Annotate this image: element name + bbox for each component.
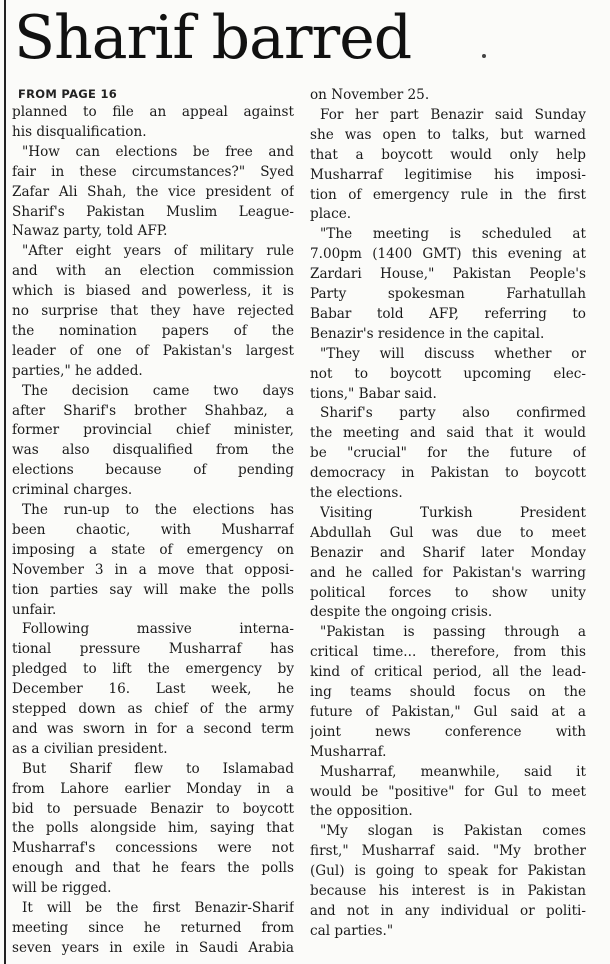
article-line: because his interest is in Pakistan <box>310 883 586 899</box>
article-line: stepped down as chief of the army <box>12 701 294 717</box>
article-line: Sharif's Pakistan Muslim League- <box>12 203 294 220</box>
article-line: The run-up to the elections has <box>22 502 294 518</box>
article-line: parties," he added. <box>12 362 143 379</box>
article-line: no surprise that they have rejected <box>12 303 294 319</box>
article-line: and with an election commission <box>12 263 294 280</box>
article-line: "My slogan is Pakistan comes <box>320 823 586 840</box>
article-line: tion parties say will make the polls <box>12 581 294 598</box>
article-line: which is biased and powerless, it is <box>12 283 294 300</box>
article-line: Visiting Turkish President <box>320 504 586 521</box>
article-line: tion of emergency rule in the first <box>310 186 586 203</box>
article-line: future of Pakistan," Gul said at a <box>310 703 586 720</box>
article-line: would be "positive" for Gul to meet <box>310 783 586 800</box>
article-line: Musharraf, meanwhile, said it <box>320 763 586 780</box>
article-line: leader of one of Pakistan's largest <box>12 342 294 359</box>
article-line: Zafar Ali Shah, the vice president of <box>12 183 294 200</box>
article-line: Abdullah Gul was due to meet <box>310 524 586 541</box>
article-line: the meeting and said that it would <box>310 425 586 442</box>
article-line: Musharraf's concessions were not <box>12 840 294 857</box>
article-line: Nawaz party, told AFP. <box>12 223 168 240</box>
article-line: was also disqualified from the <box>12 442 294 459</box>
article-line: "The meeting is scheduled at <box>320 226 586 243</box>
article-line: the opposition. <box>310 803 413 820</box>
article-line: fair in these circumstances?" Syed <box>12 163 294 180</box>
article-line: place. <box>310 206 352 223</box>
article-line: his disqualification. <box>12 123 147 140</box>
article-line: and was sworn in for a second term <box>12 720 294 737</box>
article-line: criminal charges. <box>12 482 133 499</box>
article-line: tions," Babar said. <box>310 385 437 402</box>
article-line: the nomination papers of the <box>12 322 294 339</box>
article-line: kind of critical period, all the lead- <box>310 664 586 681</box>
article-line: that a boycott would only help <box>310 146 586 163</box>
article-line: Benazir and Sharif later Monday <box>310 544 586 561</box>
article-line: elections because of pending <box>12 462 294 479</box>
article-line: ing teams should focus on the <box>310 684 586 700</box>
article-line: will be rigged. <box>12 880 112 897</box>
article-line: tional pressure Musharraf has <box>12 641 294 658</box>
decorative-dot <box>482 54 486 58</box>
article-line: planned to file an appeal against <box>12 104 294 120</box>
article-line: as a civilian president. <box>12 740 168 757</box>
article-line: unfair. <box>12 601 57 618</box>
article-line: been chaotic, with Musharraf <box>12 521 294 538</box>
article-line: Musharraf. <box>310 743 387 760</box>
article-line: seven years in exile in Saudi Arabia <box>12 939 294 956</box>
article-line: "After eight years of military rule <box>22 243 294 260</box>
article-line: Sharif's party also confirmed <box>320 405 586 422</box>
article-line: from Lahore earlier Monday in a <box>12 780 294 797</box>
article-line: pledged to lift the emergency by <box>12 661 294 678</box>
article-line: imposing a state of emergency on <box>12 541 294 558</box>
article-line: Benazir's residence in the capital. <box>310 325 545 342</box>
article-line: cal parties." <box>310 922 394 939</box>
article-line: Babar told AFP, referring to <box>310 305 586 322</box>
article-line: 7.00pm (1400 GMT) this evening at <box>310 246 586 263</box>
article-line: democracy in Pakistan to boycott <box>310 465 586 482</box>
article-line: after Sharif's brother Shahbaz, a <box>12 402 294 419</box>
article-line: Musharraf legitimise his imposi- <box>310 166 586 183</box>
article-line: But Sharif flew to Islamabad <box>22 760 294 777</box>
article-line: November 3 in a move that opposi- <box>12 561 294 578</box>
article-line: December 16. Last week, he <box>12 681 294 698</box>
article-line: former provincial chief minister, <box>12 422 294 439</box>
kicker-from-page: FROM PAGE 16 <box>18 87 118 101</box>
article-line: "Pakistan is passing through a <box>320 624 586 641</box>
article-line: bid to persuade Benazir to boycott <box>12 800 294 817</box>
article-line: It will be the first Benazir-Sharif <box>22 900 294 916</box>
article-line: and not in any individual or politi- <box>310 902 586 919</box>
headline: Sharif barred <box>14 3 412 73</box>
article-line: meeting since he returned from <box>12 919 294 936</box>
column-rule-left <box>4 0 6 964</box>
article-line: on November 25. <box>310 87 430 103</box>
article-line: despite the ongoing crisis. <box>310 604 493 621</box>
article-line: "They will discuss whether or <box>320 345 586 362</box>
article-line: "How can elections be free and <box>22 143 294 160</box>
article-line: For her part Benazir said Sunday <box>320 106 586 123</box>
article-line: she was open to talks, but warned <box>310 126 586 143</box>
article-line: the polls alongside him, saying that <box>12 820 294 837</box>
article-line: critical time... therefore, from this <box>310 644 586 661</box>
article-line: The decision came two days <box>22 382 294 399</box>
article-line: political forces to show unity <box>310 584 586 601</box>
article-line: the elections. <box>310 485 403 501</box>
article-line: be "crucial" for the future of <box>310 445 586 462</box>
article-line: joint news conference with <box>310 723 586 740</box>
article-line: enough and that he fears the polls <box>12 860 294 877</box>
article-line: (Gul) is going to speak for Pakistan <box>310 863 586 880</box>
article-line: not to boycott upcoming elec- <box>310 365 586 382</box>
article-line: and he called for Pakistan's warring <box>310 564 586 581</box>
article-line: first," Musharraf said. "My brother <box>310 843 586 860</box>
article-line: Following massive interna- <box>22 621 294 638</box>
article-line: Zardari House," Pakistan People's <box>310 266 586 283</box>
article-line: Party spokesman Farhatullah <box>310 286 586 302</box>
